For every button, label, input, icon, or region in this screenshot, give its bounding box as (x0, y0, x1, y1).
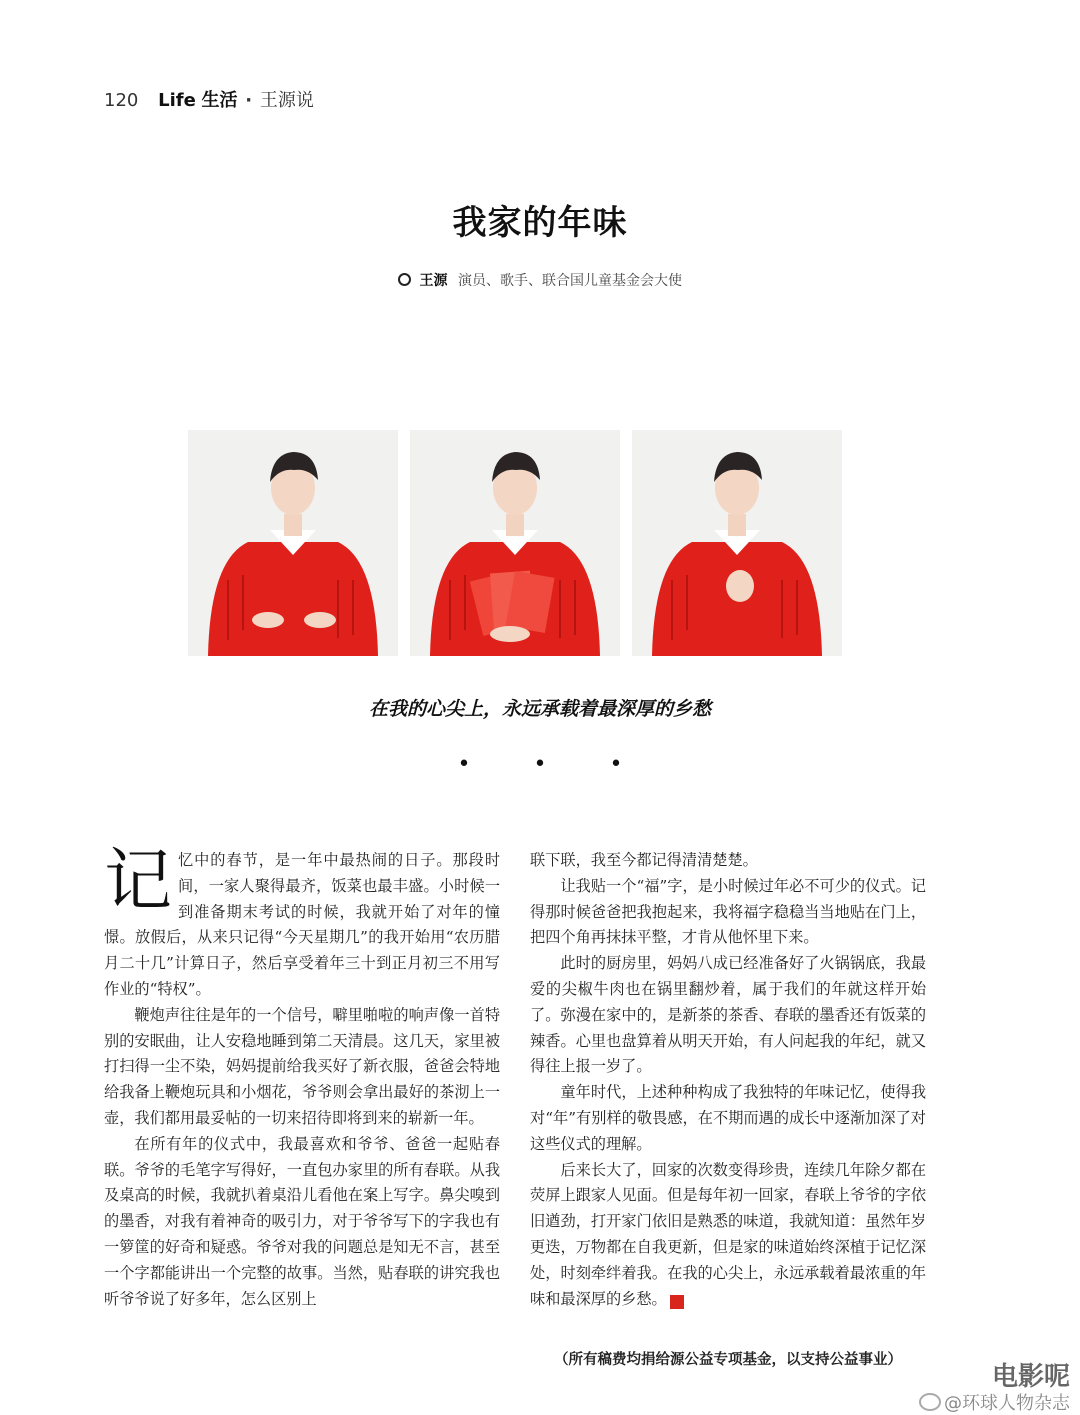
article-column-left (104, 842, 500, 1312)
paragraph-2: 鞭炮声往往是年的一个信号，噼里啪啦的响声像一首特别的安眠曲，让人安稳地睡到第二天清晨。这几天，家里被打扫得一尘不染，妈妈提前给我买好了新衣服，爸爸会特地给我备上鞭炮玩具和小烟花，爷爷则会拿出最好的茶沏上一壶，我们都用最妥帖的一切来招待即将到来的崭新一年。 (104, 1005, 500, 1127)
paragraph-1 (104, 842, 500, 1003)
page-number: 120 (104, 90, 139, 111)
section-divider-dots: • • • (457, 752, 651, 777)
header-separator: · (245, 90, 253, 111)
paragraph-5: 此时的厨房里，妈妈八成已经准备好了火锅锅底，我最爱的尖椒牛肉也在锅里翻炒着，属于我们的年就这样开始了。弥漫在家中的，是新茶的茶香、春联的墨香还有饭菜的辣香。心里也盘算着从明天开始，有人问起我的年纪，就又得往上报一岁了。 (530, 954, 926, 1076)
article-title: 我家的年味 (452, 203, 628, 243)
paragraph-6: 童年时代，上述种种构成了我独特的年味记忆，使得我对“年”有别样的敬畏感，在不期而遇的成长中逐渐加深了对这些仪式的理解。 (530, 1083, 926, 1153)
photo-open-hands (188, 430, 398, 656)
paragraph-3-continued: 联下联，我至今都记得清清楚楚。 (530, 851, 758, 869)
watermark-line2 (919, 1389, 1070, 1415)
section-name-cn: 生活 (201, 90, 238, 111)
photo-clasped-hands (632, 430, 842, 656)
paragraph-7-text: 后来长大了，回家的次数变得珍贵，连续几年除夕都在荧屏上跟家人见面。但是每年初一回家，春联上爷爷的字依旧遒劲，打开家门依旧是熟悉的味道，我就知道：虽然年岁更迭，万物都在自我更新，但是家的味道始终深植于记忆深处，时刻牵绊着我。在我的心尖上，永远承载着最浓重的年味和最深厚的乡愁。 (530, 1160, 926, 1308)
watermark-line1: 电影呢 (991, 1362, 1070, 1392)
watermark (919, 1356, 1070, 1415)
author-name: 王源 (419, 273, 448, 289)
byline-circle-icon (398, 273, 411, 286)
end-mark-icon: G (670, 1295, 684, 1309)
byline (0, 270, 1080, 290)
photo-red-envelopes (410, 430, 620, 656)
paragraph-7 (530, 1158, 926, 1313)
donation-note: （所有稿费均捐给源公益专项基金，以支持公益事业） (554, 1352, 902, 1368)
author-description: 演员、歌手、联合国儿童基金会大使 (457, 273, 682, 289)
page-header (104, 86, 314, 112)
paragraph-4: 让我贴一个“福”字，是小时候过年必不可少的仪式。记得那时候爸爸把我抱起来，我将福字稳稳当当地贴在门上，把四个角再抹抹平整，才肯从他怀里下来。 (530, 876, 926, 947)
section-name: Life (158, 90, 196, 111)
portrait-illustration-1 (188, 430, 398, 656)
paragraph-1-text: 忆中的春节，是一年中最热闹的日子。那段时间，一家人聚得最齐，饭菜也最丰盛。小时候一到准备期末考试的时候，我就开始了对年的憧憬。放假后，从来只记得“今天星期几”的我开始用“农历腊月二十几”计算日子，然后享受着年三十到正月初三不用写作业的“特权”。 (104, 851, 500, 998)
column-name: 王源说 (259, 90, 314, 111)
drop-cap: 记 (104, 842, 173, 921)
article-column-right (530, 848, 926, 1312)
portrait-illustration-3 (632, 430, 842, 656)
weibo-icon (919, 1393, 941, 1411)
portrait-illustration-2 (410, 430, 620, 656)
photo-strip (188, 430, 842, 656)
paragraph-3: 在所有年的仪式中，我最喜欢和爷爷、爸爸一起贴春联。爷爷的毛笔字写得好，一直包办家里的所有春联。从我及桌高的时候，我就扒着桌沿儿看他在案上写字。鼻尖嗅到的墨香，对我有着神奇的吸引力，对于爷爷写下的字我也有一箩筐的好奇和疑惑。爷爷对我的问题总是知无不言，甚至一个字都能讲出一个完整的故事。当然，贴春联的讲究我也听爷爷说了好多年，怎么区别上 (104, 1134, 500, 1308)
pull-quote: 在我的心尖上，永远承载着最深厚的乡愁 (368, 698, 711, 720)
watermark-handle: @环球人物杂志 (944, 1393, 1070, 1414)
